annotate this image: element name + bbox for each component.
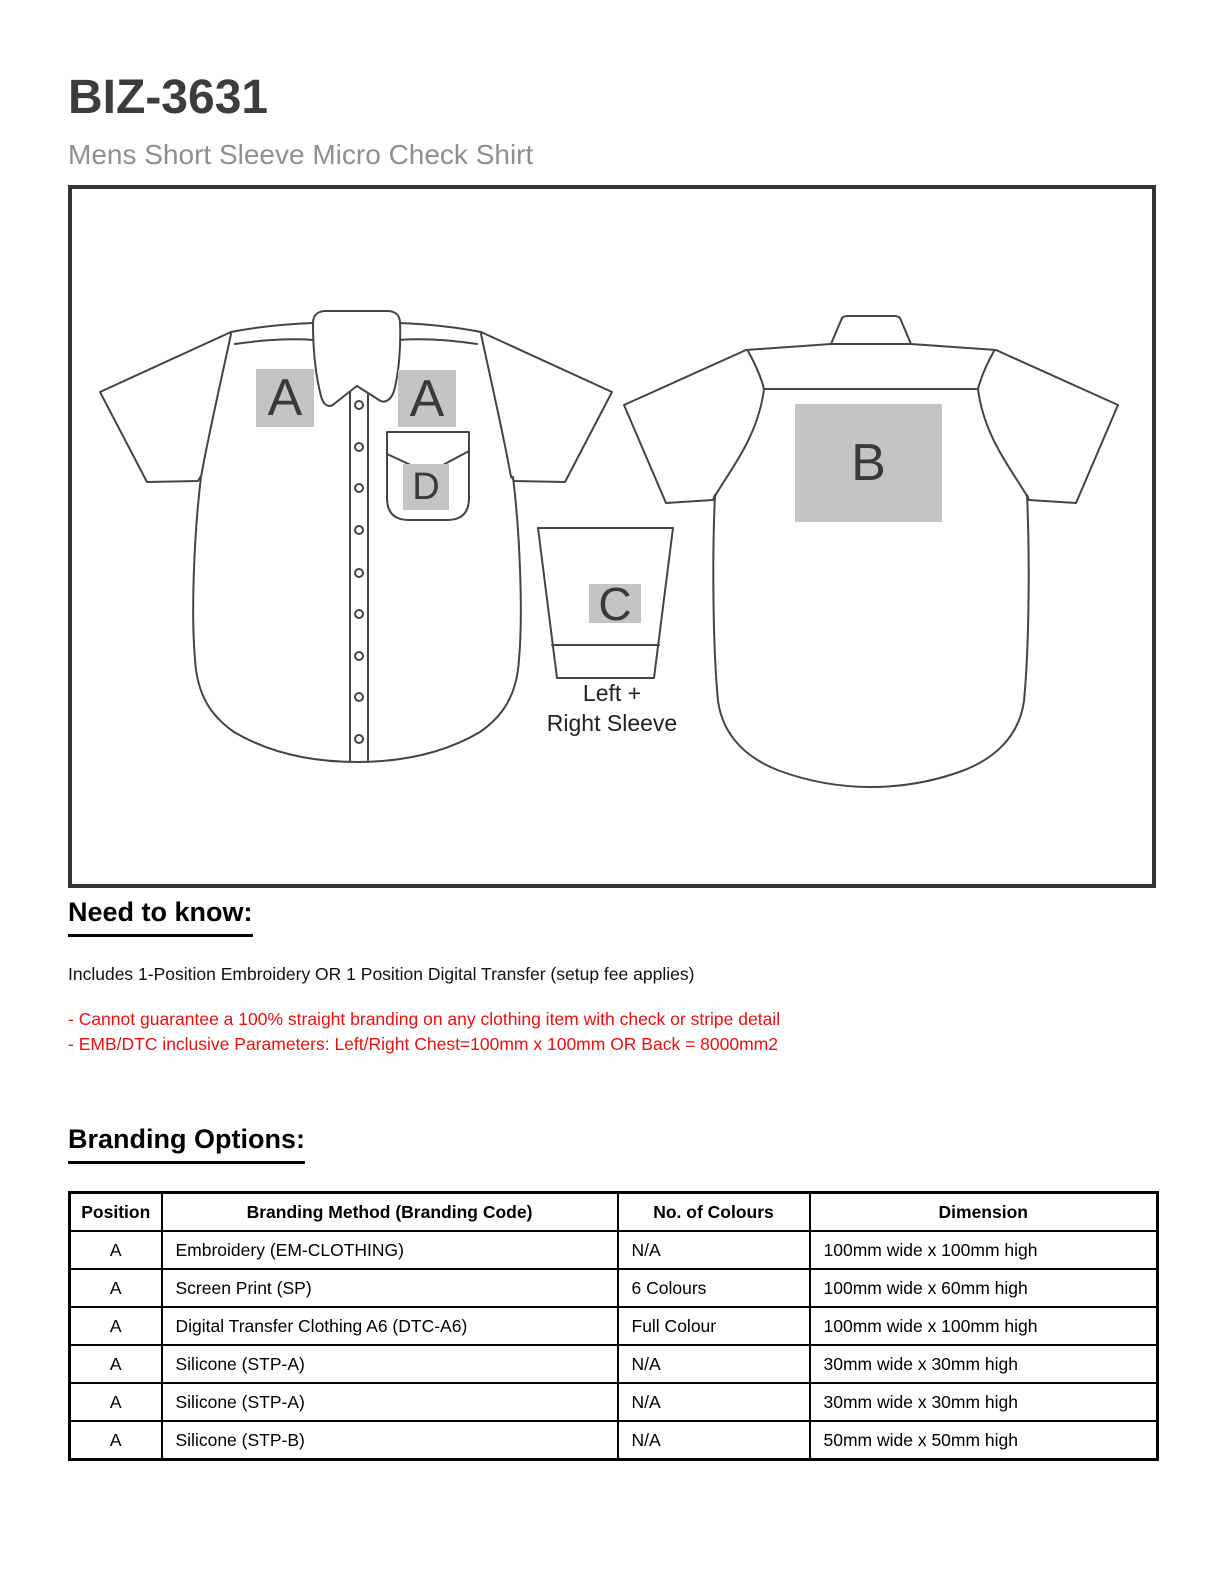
warning-line-1: - Cannot guarantee a 100% straight branding on any clothing item with check or stripe detail xyxy=(68,1009,781,1029)
front-shirt-top-edge-right xyxy=(399,323,481,332)
branding-options-table xyxy=(68,1191,1159,1461)
front-shirt-yoke-right xyxy=(398,339,477,344)
branding-position-diagram xyxy=(68,185,1156,888)
table-cell: A xyxy=(70,1231,162,1269)
back-shirt-collar xyxy=(831,316,911,344)
table-cell: 100mm wide x 100mm high xyxy=(810,1307,1158,1345)
front-shirt-sleeve-right xyxy=(481,332,612,482)
table-header-cell: Position xyxy=(70,1193,162,1232)
table-cell: A xyxy=(70,1345,162,1383)
table-row xyxy=(70,1421,1158,1460)
marker-front-right-chest-A: A xyxy=(398,370,456,427)
marker-back-B: B xyxy=(795,404,942,522)
front-shirt-top-edge-left xyxy=(231,323,313,332)
table-cell: 100mm wide x 100mm high xyxy=(810,1231,1158,1269)
table-cell: Silicone (STP-B) xyxy=(162,1421,618,1460)
sleeve-caption-line2: Right Sleeve xyxy=(546,710,678,736)
table-cell: Silicone (STP-A) xyxy=(162,1383,618,1421)
table-cell: A xyxy=(70,1269,162,1307)
marker-pocket-D: D xyxy=(403,464,449,510)
table-cell: Full Colour xyxy=(618,1307,810,1345)
table-cell: Embroidery (EM-CLOTHING) xyxy=(162,1231,618,1269)
table-cell: Silicone (STP-A) xyxy=(162,1345,618,1383)
table-cell: 100mm wide x 60mm high xyxy=(810,1269,1158,1307)
table-cell: Screen Print (SP) xyxy=(162,1269,618,1307)
back-shirt-armhole-right xyxy=(978,351,1027,496)
table-cell: 6 Colours xyxy=(618,1269,810,1307)
table-header-cell: Dimension xyxy=(810,1193,1158,1232)
product-code-title: BIZ-3631 xyxy=(68,71,269,124)
table-cell: 30mm wide x 30mm high xyxy=(810,1383,1158,1421)
warning-line-2: - EMB/DTC inclusive Parameters: Left/Right Chest=100mm x 100mm OR Back = 8000mm2 xyxy=(68,1034,778,1054)
marker-sleeve-C: C xyxy=(589,584,641,623)
table-row xyxy=(70,1383,1158,1421)
table-header-row xyxy=(70,1193,1158,1232)
includes-text: Includes 1-Position Embroidery OR 1 Position Digital Transfer (setup fee applies) xyxy=(68,964,695,984)
back-shirt-sleeve-right xyxy=(996,350,1118,503)
table-row xyxy=(70,1269,1158,1307)
front-shirt-buttons xyxy=(355,401,363,743)
table-cell: N/A xyxy=(618,1345,810,1383)
sleeve-caption xyxy=(512,678,712,738)
table-row xyxy=(70,1307,1158,1345)
front-shirt-body xyxy=(193,477,521,762)
table-cell: 50mm wide x 50mm high xyxy=(810,1421,1158,1460)
table-row xyxy=(70,1231,1158,1269)
front-shirt-sleeve-left xyxy=(100,332,231,482)
back-shirt-body xyxy=(713,495,1028,787)
back-shirt-armhole-left xyxy=(715,351,764,496)
need-to-know-heading: Need to know: xyxy=(68,897,253,937)
table-cell: N/A xyxy=(618,1421,810,1460)
table-cell: N/A xyxy=(618,1231,810,1269)
front-shirt-yoke-left xyxy=(235,339,314,344)
table-body xyxy=(70,1231,1158,1460)
table-cell: 30mm wide x 30mm high xyxy=(810,1345,1158,1383)
back-shirt-sleeve-left xyxy=(624,350,746,503)
front-shirt-armhole-left xyxy=(201,334,231,477)
table-header-cell: No. of Colours xyxy=(618,1193,810,1232)
table-row xyxy=(70,1345,1158,1383)
warning-notes xyxy=(68,1007,780,1057)
front-shirt-armhole-right xyxy=(481,334,511,477)
product-name-subtitle: Mens Short Sleeve Micro Check Shirt xyxy=(68,139,534,170)
table-cell: A xyxy=(70,1421,162,1460)
marker-front-left-chest-A: A xyxy=(256,369,314,427)
table-cell: A xyxy=(70,1307,162,1345)
table-cell: Digital Transfer Clothing A6 (DTC-A6) xyxy=(162,1307,618,1345)
table-header-cell: Branding Method (Branding Code) xyxy=(162,1193,618,1232)
branding-options-heading: Branding Options: xyxy=(68,1124,305,1164)
table-cell: N/A xyxy=(618,1383,810,1421)
table-cell: A xyxy=(70,1383,162,1421)
front-shirt-collar xyxy=(313,311,400,406)
sleeve-caption-line1: Left + xyxy=(582,680,642,706)
shirt-illustrations xyxy=(72,189,1152,884)
